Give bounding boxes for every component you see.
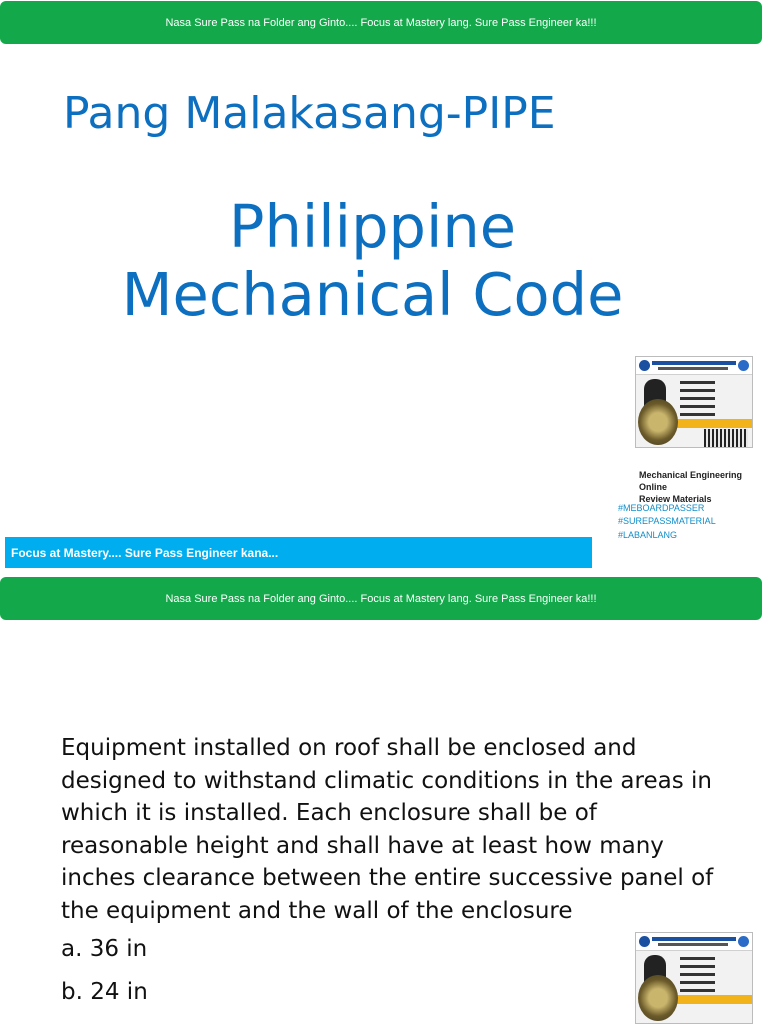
page-title — [40, 193, 705, 329]
focus-banner — [5, 537, 592, 568]
top-banner — [0, 1, 762, 44]
focus-text: Focus at Mastery.... Sure Pass Engineer kana... — [11, 545, 279, 560]
choice-b: b. 24 in — [61, 979, 148, 1005]
emblem-icon — [638, 399, 678, 445]
prc-id-card-image — [635, 356, 753, 448]
prc-id-card-image — [635, 932, 753, 1024]
logo-icon — [738, 936, 749, 947]
card-caption: Mechanical Engineering Online Review Materials — [639, 470, 743, 504]
hashtag-1: #MEBOARDPASSER — [618, 503, 705, 513]
choice-a: a. 36 in — [61, 936, 148, 962]
banner-text: Nasa Sure Pass na Folder ang Ginto.... Focus at Mastery lang. Sure Pass Engineer ka!!! — [165, 592, 597, 605]
second-banner — [0, 577, 762, 620]
page-title-line-1: Philippine — [228, 192, 517, 261]
barcode-icon — [704, 429, 748, 447]
seal-icon — [639, 360, 650, 371]
hashtag-3: #LABANLANG — [618, 530, 678, 540]
page-title-line-2: Mechanical Code — [121, 260, 624, 329]
card-header — [636, 933, 752, 951]
seal-icon — [639, 936, 650, 947]
emblem-icon — [638, 975, 678, 1021]
hashtag-2: #SUREPASSMATERIAL — [618, 516, 716, 526]
question-text: Equipment installed on roof shall be enclosed and designed to withstand climatic conditions in the areas in which it is installed. Each enclosure shall be of reasonable height and shall have at least how many inches clearance between the entire successive panel of the equipment and the wall of the enclosure — [61, 735, 714, 924]
card-header — [636, 357, 752, 375]
banner-text: Nasa Sure Pass na Folder ang Ginto.... Focus at Mastery lang. Sure Pass Engineer ka!!! — [165, 16, 597, 29]
logo-icon — [738, 360, 749, 371]
subtitle-heading: Pang Malakasang-PIPE — [63, 88, 556, 139]
